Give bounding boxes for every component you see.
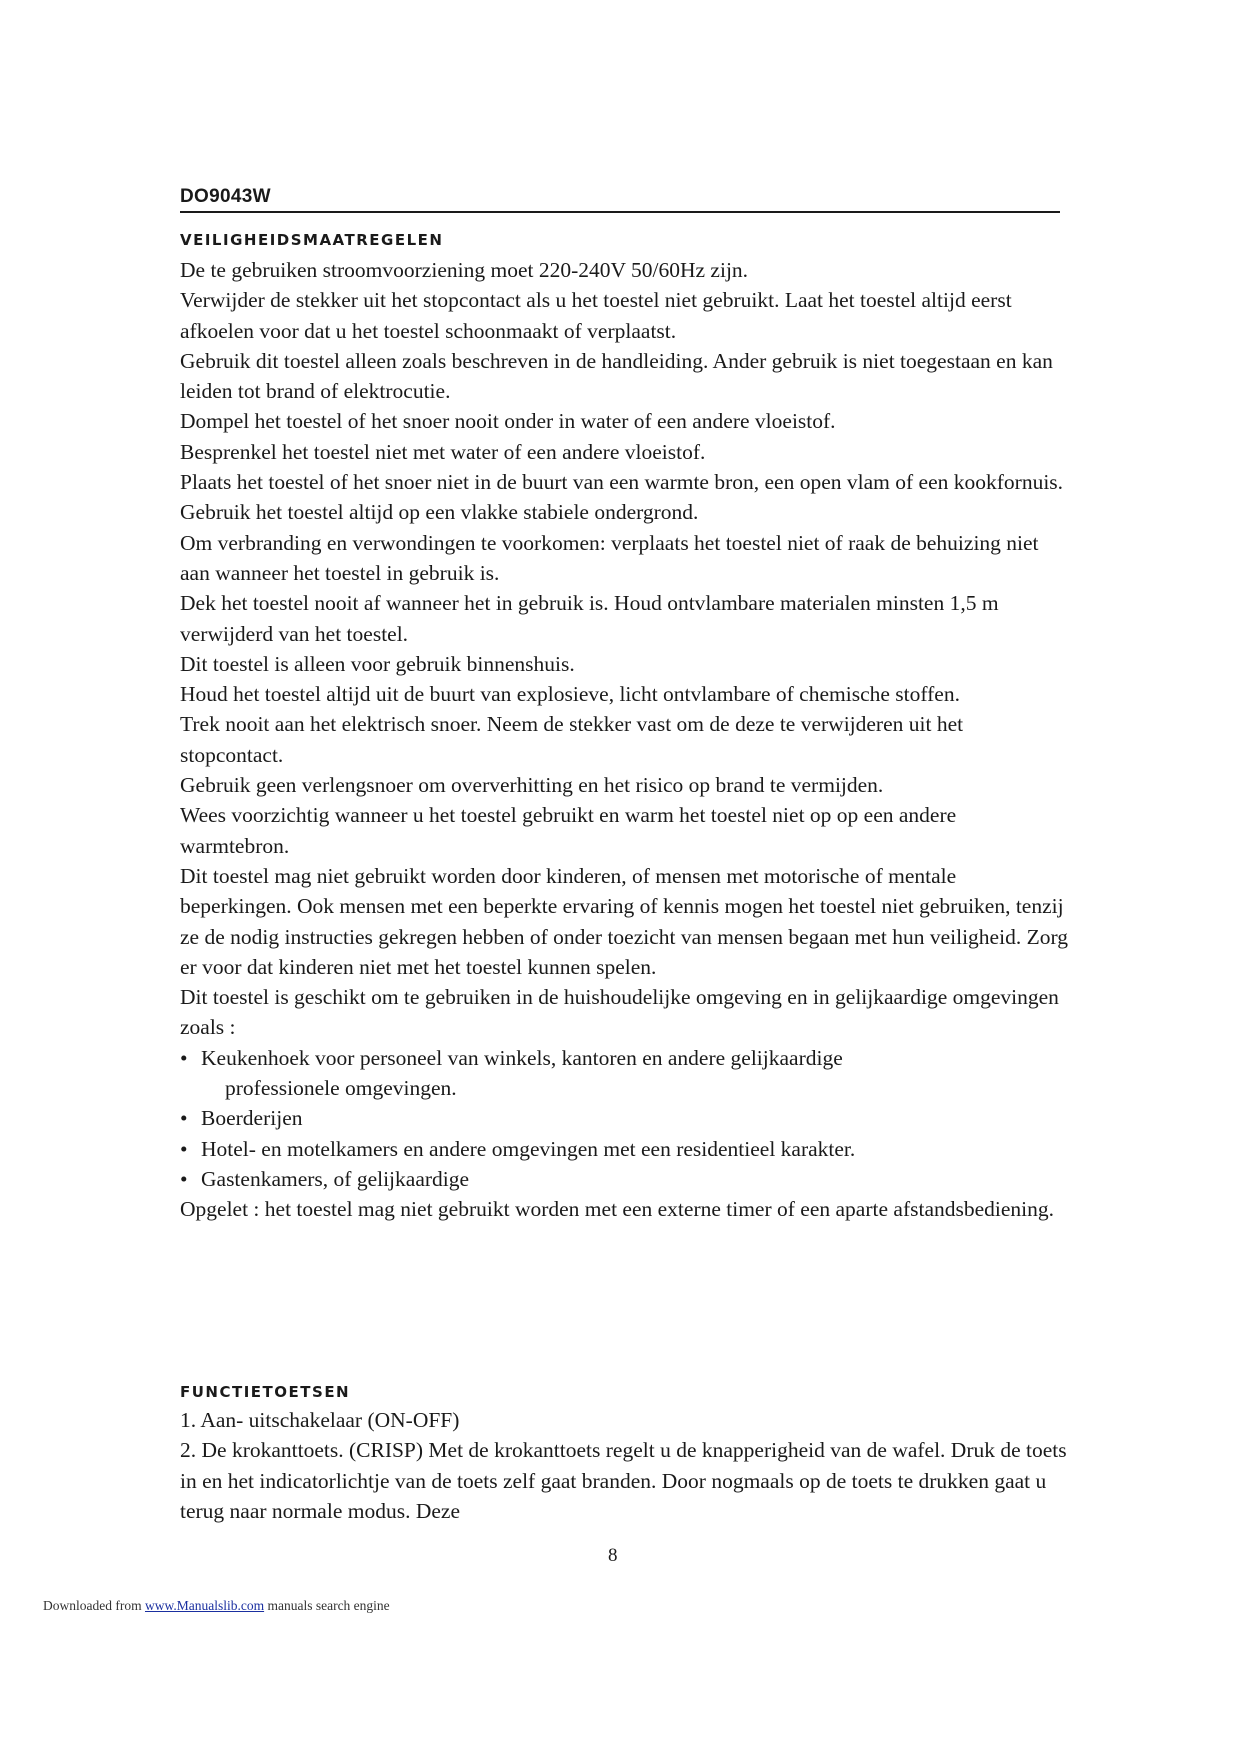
safety-paragraph: Dek het toestel nooit af wanneer het in gebruik is. Houd ontvlambare materialen minsten 1,5 m verwijderd van het toestel. [180, 591, 999, 646]
safety-paragraph: Dit toestel mag niet gebruikt worden door kinderen, of mensen met motorische of mentale beperkingen. Ook mensen met een beperkte ervaring of kennis mogen het toestel niet gebruiken, tenzij ze de nodig instructies gekregen hebben of onder toezicht van mensen begaan met hun veiligheid. Zorg er voor dat kinderen niet met het toestel kunnen spelen. [180, 863, 1068, 979]
list-item-text: Gastenkamers, of gelijkaardige [201, 1166, 470, 1191]
safety-paragraph: Dit toestel is geschikt om te gebruiken in de huishoudelijke omgeving en in gelijkaardige omgevingen zoals : [180, 985, 1059, 1040]
safety-paragraph: Gebruik het toestel altijd op een vlakke stabiele ondergrond. [180, 500, 699, 525]
manualslib-link[interactable]: www.Manualslib.com [144, 1598, 265, 1613]
safety-warning: Opgelet : het toestel mag niet gebruikt worden met een externe timer of een aparte afstandsbediening. [180, 1197, 1055, 1222]
safety-paragraph: Dit toestel is alleen voor gebruik binnenshuis. [180, 651, 575, 676]
safety-paragraph: Gebruik dit toestel alleen zoals beschreven in de handleiding. Ander gebruik is niet toegestaan en kan leiden tot brand of elektrocutie. [180, 348, 1053, 404]
environment-list [180, 1043, 1070, 1194]
function-keys-body [180, 1405, 1070, 1526]
safety-paragraph: Besprenkel het toestel niet met water of een andere vloeistof. [180, 439, 706, 464]
safety-paragraph: Verwijder de stekker uit het stopcontact als u het toestel niet gebruikt. Laat het toestel altijd eerst afkoelen voor dat u het toestel schoonmaakt of verplaatst. [180, 288, 1012, 343]
header-rule [180, 211, 1060, 213]
page-number: 8 [608, 1545, 618, 1566]
model-number: DO9043W [180, 186, 271, 207]
safety-paragraph: Om verbranding en verwondingen te voorkomen: verplaats het toestel niet of raak de behuizing niet aan wanneer het toestel in gebruik is. [180, 530, 1039, 585]
list-item [180, 1043, 1070, 1104]
safety-paragraph: Trek nooit aan het elektrisch snoer. Neem de stekker vast om de deze te verwijderen uit het stopcontact. [180, 712, 964, 767]
safety-paragraph: De te gebruiken stroomvoorziening moet 220-240V 50/60Hz zijn. [180, 258, 749, 282]
safety-paragraph: Dompel het toestel of het snoer nooit onder in water of een andere vloeistof. [180, 409, 836, 434]
safety-paragraph: Wees voorzichtig wanneer u het toestel gebruikt en warm het toestel niet op op een andere warmtebron. [180, 803, 957, 858]
list-item-text: Boerderijen [201, 1106, 303, 1131]
safety-paragraph: Gebruik geen verlengsnoer om oververhitting en het risico op brand te vermijden. [180, 773, 884, 798]
section-title-safety: veiligheidsmaatregelen [180, 226, 444, 251]
function-key-item: 1. Aan- uitschakelaar (ON-OFF) [180, 1408, 460, 1432]
safety-paragraph: Plaats het toestel of het snoer niet in de buurt van een warmte bron, een open vlam of een kookfornuis. [180, 470, 1064, 495]
footer-suffix: manuals search engine [264, 1598, 390, 1613]
list-item-text: Hotel- en motelkamers en andere omgevingen met een residentieel karakter. [201, 1136, 856, 1161]
download-footer [43, 1598, 390, 1614]
list-item [180, 1164, 1070, 1194]
safety-paragraph: Houd het toestel altijd uit de buurt van explosieve, licht ontvlambare of chemische stoffen. [180, 682, 960, 707]
list-item-text: Keukenhoek voor personeel van winkels, kantoren en andere gelijkaardige [201, 1045, 843, 1070]
function-key-item: 2. De krokanttoets. (CRISP) Met de krokanttoets regelt u de knapperigheid van de wafel. Druk de toets in en het indicatorlichtje van de toets zelf gaat branden. Door nogmaals op de toets te drukken gaat u terug naar normale modus. Deze [180, 1438, 1067, 1523]
list-item [180, 1103, 1070, 1133]
section-title-function-keys: functietoetsen [180, 1378, 351, 1403]
footer-prefix: Downloaded from [43, 1598, 145, 1613]
safety-section-body [180, 255, 1070, 1225]
list-item [180, 1134, 1070, 1164]
list-item-continuation: professionele omgevingen. [225, 1076, 457, 1101]
